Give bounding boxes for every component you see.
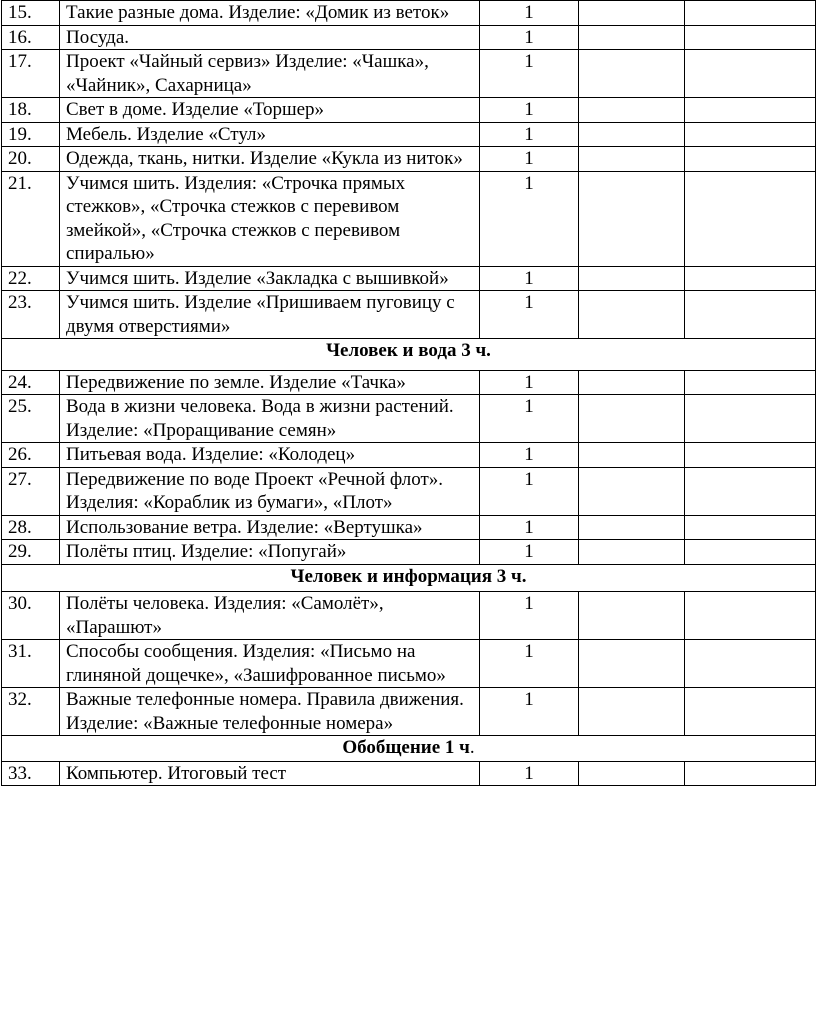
lesson-topic-cell: Мебель. Изделие «Стул» [60,122,480,147]
lesson-hours-cell: 1 [480,467,579,515]
lesson-hours-cell: 1 [480,25,579,50]
lesson-number-cell: 24. [2,370,60,395]
lesson-date-fact-cell [685,1,816,26]
section-header-cell [2,339,816,371]
section-title: Человек и информация 3 ч. [290,565,527,587]
lesson-topic-cell: Посуда. [60,25,480,50]
lesson-date-fact-cell [685,515,816,540]
lesson-hours-cell: 1 [480,640,579,688]
lesson-topic-cell: Одежда, ткань, нитки. Изделие «Кукла из ниток» [60,147,480,172]
table-row [2,122,816,147]
lesson-date-fact-cell [685,640,816,688]
lesson-date-fact-cell [685,25,816,50]
table-row [2,515,816,540]
lesson-topic-cell: Учимся шить. Изделия: «Строчка прямых стежков», «Строчка стежков с перевивом змейкой», «Строчка стежков с перевивом спиралью» [60,171,480,266]
lesson-date-plan-cell [579,761,685,786]
lesson-date-plan-cell [579,515,685,540]
table-row [2,443,816,468]
section-header-cell [2,736,816,762]
lesson-hours-cell: 1 [480,515,579,540]
lesson-number-cell: 33. [2,761,60,786]
lesson-number-cell: 19. [2,122,60,147]
lesson-date-fact-cell [685,50,816,98]
lesson-topic-cell: Передвижение по воде Проект «Речной флот». Изделия: «Кораблик из бумаги», «Плот» [60,467,480,515]
table-row [2,761,816,786]
table-row [2,640,816,688]
section-header-row [2,736,816,762]
lesson-plan-body [2,1,816,786]
lesson-topic-cell: Учимся шить. Изделие «Пришиваем пуговицу с двумя отверстиями» [60,291,480,339]
section-title: Обобщение 1 ч [342,737,470,758]
lesson-number-cell: 32. [2,688,60,736]
lesson-hours-cell: 1 [480,540,579,565]
lesson-number-cell: 28. [2,515,60,540]
lesson-number-cell: 15. [2,1,60,26]
lesson-topic-cell: Полёты птиц. Изделие: «Попугай» [60,540,480,565]
lesson-date-plan-cell [579,540,685,565]
lesson-topic-cell: Проект «Чайный сервиз» Изделие: «Чашка», «Чайник», Сахарница» [60,50,480,98]
lesson-topic-cell: Полёты человека. Изделия: «Самолёт», «Парашют» [60,592,480,640]
lesson-date-fact-cell [685,147,816,172]
lesson-date-fact-cell [685,540,816,565]
lesson-date-fact-cell [685,688,816,736]
lesson-hours-cell: 1 [480,122,579,147]
lesson-hours-cell: 1 [480,1,579,26]
lesson-hours-cell: 1 [480,592,579,640]
lesson-hours-cell: 1 [480,688,579,736]
lesson-number-cell: 29. [2,540,60,565]
lesson-number-cell: 31. [2,640,60,688]
lesson-date-plan-cell [579,98,685,123]
lesson-date-plan-cell [579,688,685,736]
lesson-hours-cell: 1 [480,291,579,339]
lesson-hours-cell: 1 [480,266,579,291]
lesson-number-cell: 22. [2,266,60,291]
lesson-number-cell: 17. [2,50,60,98]
lesson-date-plan-cell [579,1,685,26]
table-row [2,540,816,565]
lesson-date-fact-cell [685,291,816,339]
lesson-topic-cell: Свет в доме. Изделие «Торшер» [60,98,480,123]
lesson-hours-cell: 1 [480,50,579,98]
lesson-date-plan-cell [579,592,685,640]
lesson-date-fact-cell [685,266,816,291]
lesson-date-fact-cell [685,443,816,468]
table-row [2,291,816,339]
lesson-date-plan-cell [579,640,685,688]
lesson-date-plan-cell [579,147,685,172]
lesson-topic-cell: Питьевая вода. Изделие: «Колодец» [60,443,480,468]
table-row [2,50,816,98]
lesson-date-fact-cell [685,370,816,395]
lesson-date-plan-cell [579,25,685,50]
lesson-date-plan-cell [579,171,685,266]
table-row [2,147,816,172]
lesson-number-cell: 20. [2,147,60,172]
lesson-date-fact-cell [685,467,816,515]
lesson-plan-table [1,0,816,786]
lesson-date-plan-cell [579,291,685,339]
lesson-hours-cell: 1 [480,443,579,468]
lesson-date-fact-cell [685,395,816,443]
lesson-number-cell: 21. [2,171,60,266]
lesson-topic-cell: Способы сообщения. Изделия: «Письмо на глиняной дощечке», «Зашифрованное письмо» [60,640,480,688]
table-row [2,266,816,291]
lesson-topic-cell: Компьютер. Итоговый тест [60,761,480,786]
lesson-topic-cell: Учимся шить. Изделие «Закладка с вышивкой» [60,266,480,291]
table-row [2,395,816,443]
lesson-date-plan-cell [579,50,685,98]
lesson-date-plan-cell [579,443,685,468]
lesson-hours-cell: 1 [480,395,579,443]
lesson-date-fact-cell [685,592,816,640]
lesson-topic-cell: Такие разные дома. Изделие: «Домик из веток» [60,1,480,26]
lesson-date-plan-cell [579,370,685,395]
lesson-date-fact-cell [685,122,816,147]
lesson-date-plan-cell [579,395,685,443]
section-header-cell [2,564,816,592]
table-row [2,171,816,266]
lesson-number-cell: 18. [2,98,60,123]
lesson-number-cell: 26. [2,443,60,468]
table-row [2,370,816,395]
lesson-date-fact-cell [685,98,816,123]
lesson-number-cell: 25. [2,395,60,443]
table-row [2,98,816,123]
lesson-number-cell: 23. [2,291,60,339]
lesson-topic-cell: Вода в жизни человека. Вода в жизни растений. Изделие: «Проращивание семян» [60,395,480,443]
lesson-date-plan-cell [579,467,685,515]
table-row [2,688,816,736]
table-row [2,25,816,50]
lesson-topic-cell: Важные телефонные номера. Правила движения. Изделие: «Важные телефонные номера» [60,688,480,736]
lesson-hours-cell: 1 [480,761,579,786]
lesson-hours-cell: 1 [480,98,579,123]
lesson-number-cell: 30. [2,592,60,640]
section-header-row [2,564,816,592]
section-title: Человек и вода 3 ч. [326,340,491,361]
lesson-hours-cell: 1 [480,171,579,266]
table-row [2,592,816,640]
section-header-row [2,339,816,371]
lesson-date-plan-cell [579,266,685,291]
section-title-suffix: . [469,737,475,758]
lesson-date-plan-cell [579,122,685,147]
lesson-topic-cell: Использование ветра. Изделие: «Вертушка» [60,515,480,540]
lesson-date-fact-cell [685,761,816,786]
lesson-hours-cell: 1 [480,370,579,395]
lesson-number-cell: 27. [2,467,60,515]
lesson-number-cell: 16. [2,25,60,50]
lesson-topic-cell: Передвижение по земле. Изделие «Тачка» [60,370,480,395]
lesson-hours-cell: 1 [480,147,579,172]
lesson-date-fact-cell [685,171,816,266]
table-row [2,467,816,515]
table-row [2,1,816,26]
